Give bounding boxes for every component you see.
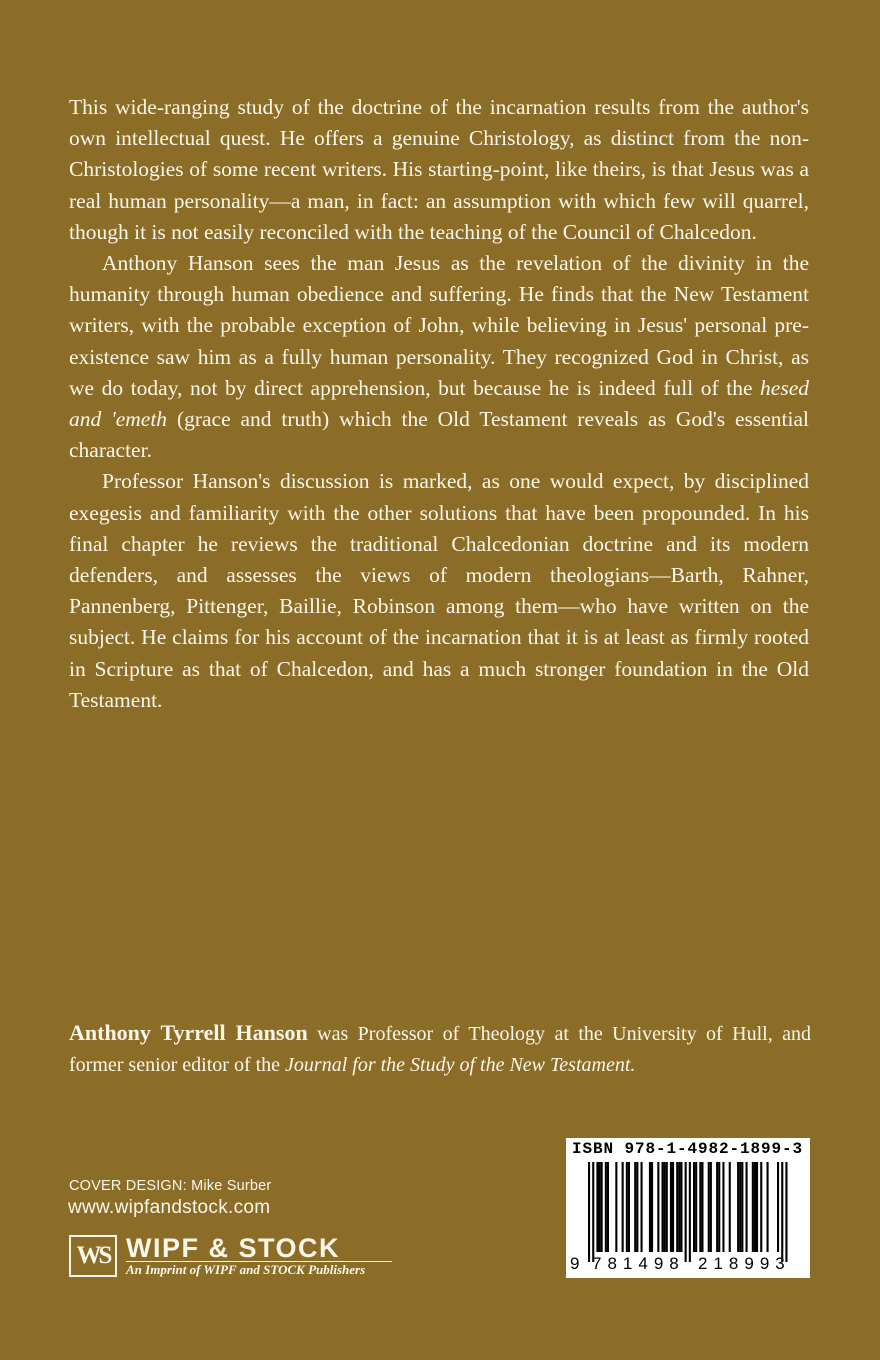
barcode-right-group: 218993 [698,1254,791,1273]
book-description [69,92,809,716]
barcode-bar [605,1162,607,1252]
barcode-bar [737,1162,739,1252]
barcode-bar [666,1162,668,1252]
isbn-barcode [566,1138,810,1278]
barcode-bar [651,1162,653,1252]
barcode-bar [592,1162,594,1262]
cover-design-credit [69,1178,271,1194]
barcode-bar [693,1162,695,1252]
barcode-bar [752,1162,754,1252]
description-paragraph-2 [69,248,809,466]
bio-text-a: was Professor of Theology at the University of Hull, and former senior editor of the [69,1023,811,1076]
description-paragraph-3: Professor Hanson's discussion is marked, as one would expect, by disciplined exegesis and familiarity with the other solutions that have been propounded. In his final chapter he reviews the traditional Chalcedonian doctrine and its modern defenders, and assesses the views of modern theologians—Barth, Rahner, Pannenberg, Pittenger, Baillie, Robinson among them—who have written on the subject. He claims for his account of the incarnation that it is at least as firmly rooted in Scripture as that of Chalcedon, and has a much stronger foundation in the Old Testament. [69,469,809,712]
barcode-bar [676,1162,678,1252]
barcode-bar [785,1162,787,1262]
barcode-bar [641,1162,643,1252]
barcode-bar [662,1162,664,1252]
barcode-bar [685,1162,687,1262]
barcode-bar [626,1162,628,1252]
barcode-bar [741,1162,743,1252]
barcode-bar [596,1162,598,1252]
barcode-bar [601,1162,603,1252]
description-paragraph-1: This wide-ranging study of the doctrine of the incarnation results from the author's own intellectual quest. He offers a genuine Christology, as distinct from the non-Christologies of some recent writers. His starting-point, like theirs, is that Jesus was a real human personality—a man, in fact: an assumption with which few will quarrel, though it is not easily reconciled with the teaching of the Council of Chalcedon. [69,95,809,244]
barcode-bar [699,1162,701,1252]
barcode-digits [570,1254,806,1354]
barcode-bar [781,1162,783,1262]
designer-name: Mike Surber [191,1178,272,1194]
barcode-bar [599,1162,601,1252]
journal-title: Journal for the Study of the New Testament. [285,1054,636,1076]
barcode-bar [722,1162,724,1252]
barcode-bar [701,1162,703,1252]
barcode-bar [649,1162,651,1252]
barcode-bar [588,1162,590,1262]
barcode-bar [680,1162,682,1252]
barcode-bar [689,1162,691,1262]
publisher-website: www.wipfandstock.com [68,1197,271,1218]
barcode-bar [767,1162,769,1252]
hesed-emeth-italic: hesed and 'emeth [69,375,809,432]
barcode-bar [756,1162,758,1252]
barcode-first-digit: 9 [570,1254,580,1273]
barcode-bar [718,1162,720,1252]
barcode-bar [716,1162,718,1252]
barcode-bar [754,1162,756,1252]
publisher-tagline: An Imprint of WIPF and STOCK Publishers [126,1262,366,1277]
credit-label: COVER DESIGN: [69,1178,187,1194]
barcode-bar [622,1162,624,1252]
barcode-bar [657,1162,659,1252]
barcode-bar [636,1162,638,1252]
barcode-bar [708,1162,710,1252]
paragraph-2-text-a: Anthony Hanson sees the man Jesus as the revelation of the divinity in the humanity through human obedience and suffering. He finds that the New Testament writers, with the probable exception of John, while believing in Jesus' personal pre-existence saw him as a fully human personality. They recognized God in Christ, as we do today, not by direct apprehension, but because he is indeed full of the [69,251,809,400]
barcode-left-group: 781498 [592,1254,685,1273]
publisher-name: WIPF & STOCK [126,1233,341,1263]
author-bio [69,1017,811,1081]
isbn-label: ISBN 978-1-4982-1899-3 [572,1140,804,1158]
barcode-bar [678,1162,680,1252]
paragraph-2-text-b: (grace and truth) which the Old Testament reveals as God's essential character. [69,407,809,463]
barcode-bar [664,1162,666,1252]
barcode-bar [777,1162,779,1252]
ws-logo-icon: WS [69,1235,117,1277]
barcode-bar [746,1162,748,1252]
barcode-bar [760,1162,762,1252]
author-name: Anthony Tyrrell Hanson [69,1020,308,1045]
barcode-bar [695,1162,697,1252]
barcode-bar [670,1162,672,1252]
barcode-bar [729,1162,731,1252]
barcode-bar [615,1162,617,1252]
barcode-bar [710,1162,712,1252]
barcode-bar [672,1162,674,1252]
barcode-bar [634,1162,636,1252]
barcode-bar [739,1162,741,1252]
barcode-bar [628,1162,630,1252]
barcode-bar [607,1162,609,1252]
